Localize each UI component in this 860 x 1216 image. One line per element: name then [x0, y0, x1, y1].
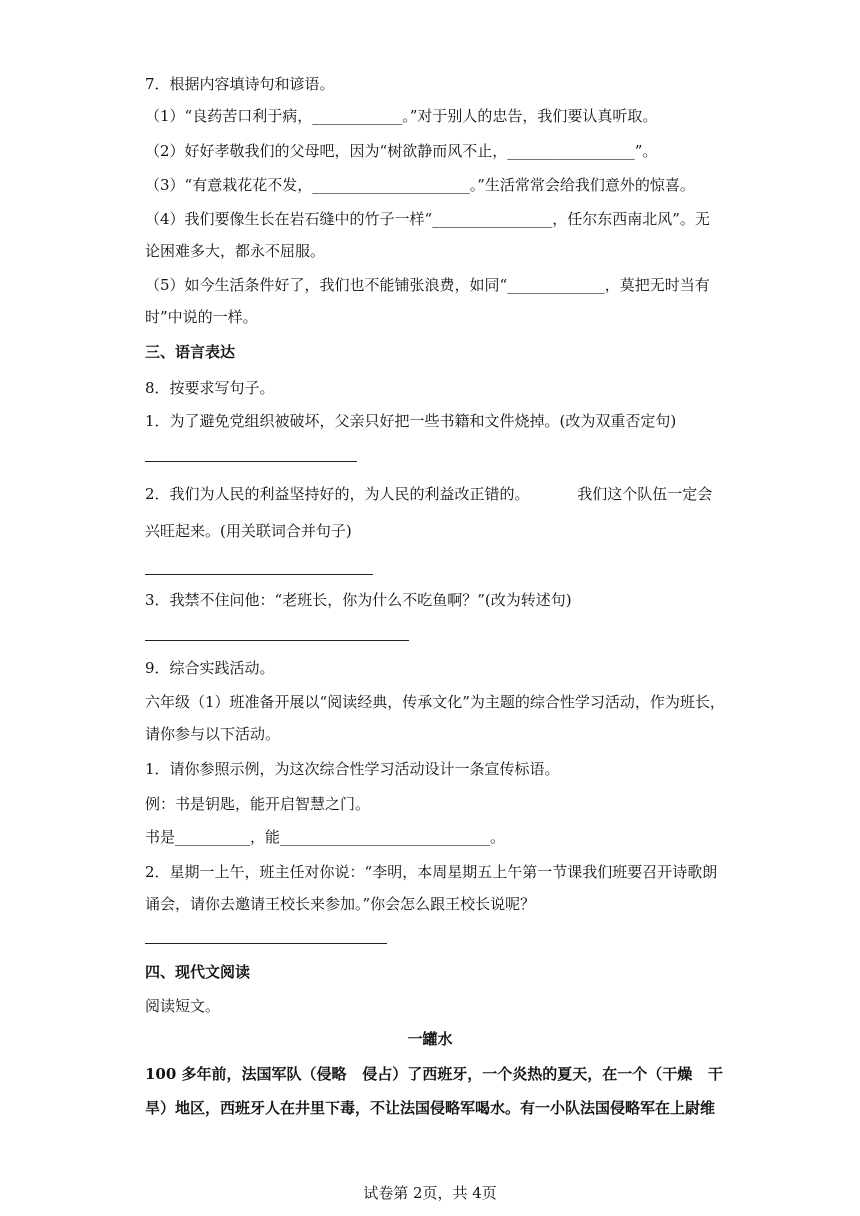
q7-item-5-cont: 时”中说的一样。 [145, 308, 258, 326]
q9-title: 9．综合实践活动。 [145, 659, 275, 677]
q9-task-1: 1．请你参照示例，为这次综合性学习活动设计一条宣传标语。 [145, 760, 560, 778]
q7-item-4: （4）我们要像生长在岩石缝中的竹子一样“________________，任尔东西南北风”。无 [145, 210, 710, 228]
q8-answer-line-3[interactable] [145, 640, 409, 641]
q9-intro-1: 六年级（1）班准备开展以“阅读经典，传承文化”为主题的综合性学习活动，作为班长， [145, 693, 725, 711]
q9-example: 例：书是钥匙，能开启智慧之门。 [145, 795, 371, 813]
q8-title: 8．按要求写句子。 [145, 379, 275, 397]
q8-sentence-1: 1．为了避免党组织被破坏，父亲只好把一些书籍和文件烧掉。(改为双重否定句) [145, 412, 677, 430]
q8-answer-line-2[interactable] [145, 574, 373, 575]
q8-answer-line-1[interactable] [145, 461, 357, 462]
q9-task-2-cont: 诵会，请你去邀请王校长来参加。”你会怎么跟王校长说呢？ [145, 895, 536, 913]
page-footer: 试卷第 2页，共 4页 [363, 1184, 497, 1202]
q7-item-1: （1）“良药苦口利于病，____________。”对于别人的忠告，我们要认真听取。 [145, 107, 658, 125]
q7-item-3: （3）“有意栽花花不发，_____________________。”生活常常会给我们意外的惊喜。 [145, 176, 695, 194]
q7-item-2: （2）好好孝敬我们的父母吧，因为“树欲静而风不止，_________________”。 [145, 142, 658, 160]
article-title: 一罐水 [407, 1030, 453, 1048]
q8-sentence-2: 2．我们为人民的利益坚持好的，为人民的利益改正错的。 我们这个队伍一定会 [145, 485, 713, 503]
q9-answer-line[interactable] [145, 943, 387, 944]
reading-instruction: 阅读短文。 [145, 997, 221, 1015]
article-paragraph-line-2: 旱）地区，西班牙人在井里下毒，不让法国侵略军喝水。有一小队法国侵略军在上尉维 [145, 1099, 716, 1117]
section-4-heading: 四、现代文阅读 [145, 963, 251, 981]
q8-sentence-2-cont: 兴旺起来。(用关联词合并句子) [145, 522, 352, 540]
q7-item-4-cont: 论困难多大，都永不屈服。 [145, 242, 326, 260]
q8-sentence-3: 3．我禁不住问他：“老班长，你为什么不吃鱼啊？”(改为转述句) [145, 591, 572, 609]
q7-title: 7．根据内容填诗句和谚语。 [145, 75, 335, 93]
article-paragraph-line-1: 100 多年前，法国军队（侵略 侵占）了西班牙，一个炎热的夏天，在一个（干燥 干 [145, 1065, 723, 1083]
section-3-heading: 三、语言表达 [145, 343, 236, 361]
q9-task-2: 2．星期一上午，班主任对你说：“李明，本周星期五上午第一节课我们班要召开诗歌朗 [145, 863, 718, 881]
q9-intro-2: 请你参与以下活动。 [145, 725, 281, 743]
q7-item-5: （5）如今生活条件好了，我们也不能铺张浪费，如同“_____________，莫把无时当有 [145, 276, 710, 294]
q9-fill-blank: 书是__________，能____________________________。 [145, 828, 506, 846]
